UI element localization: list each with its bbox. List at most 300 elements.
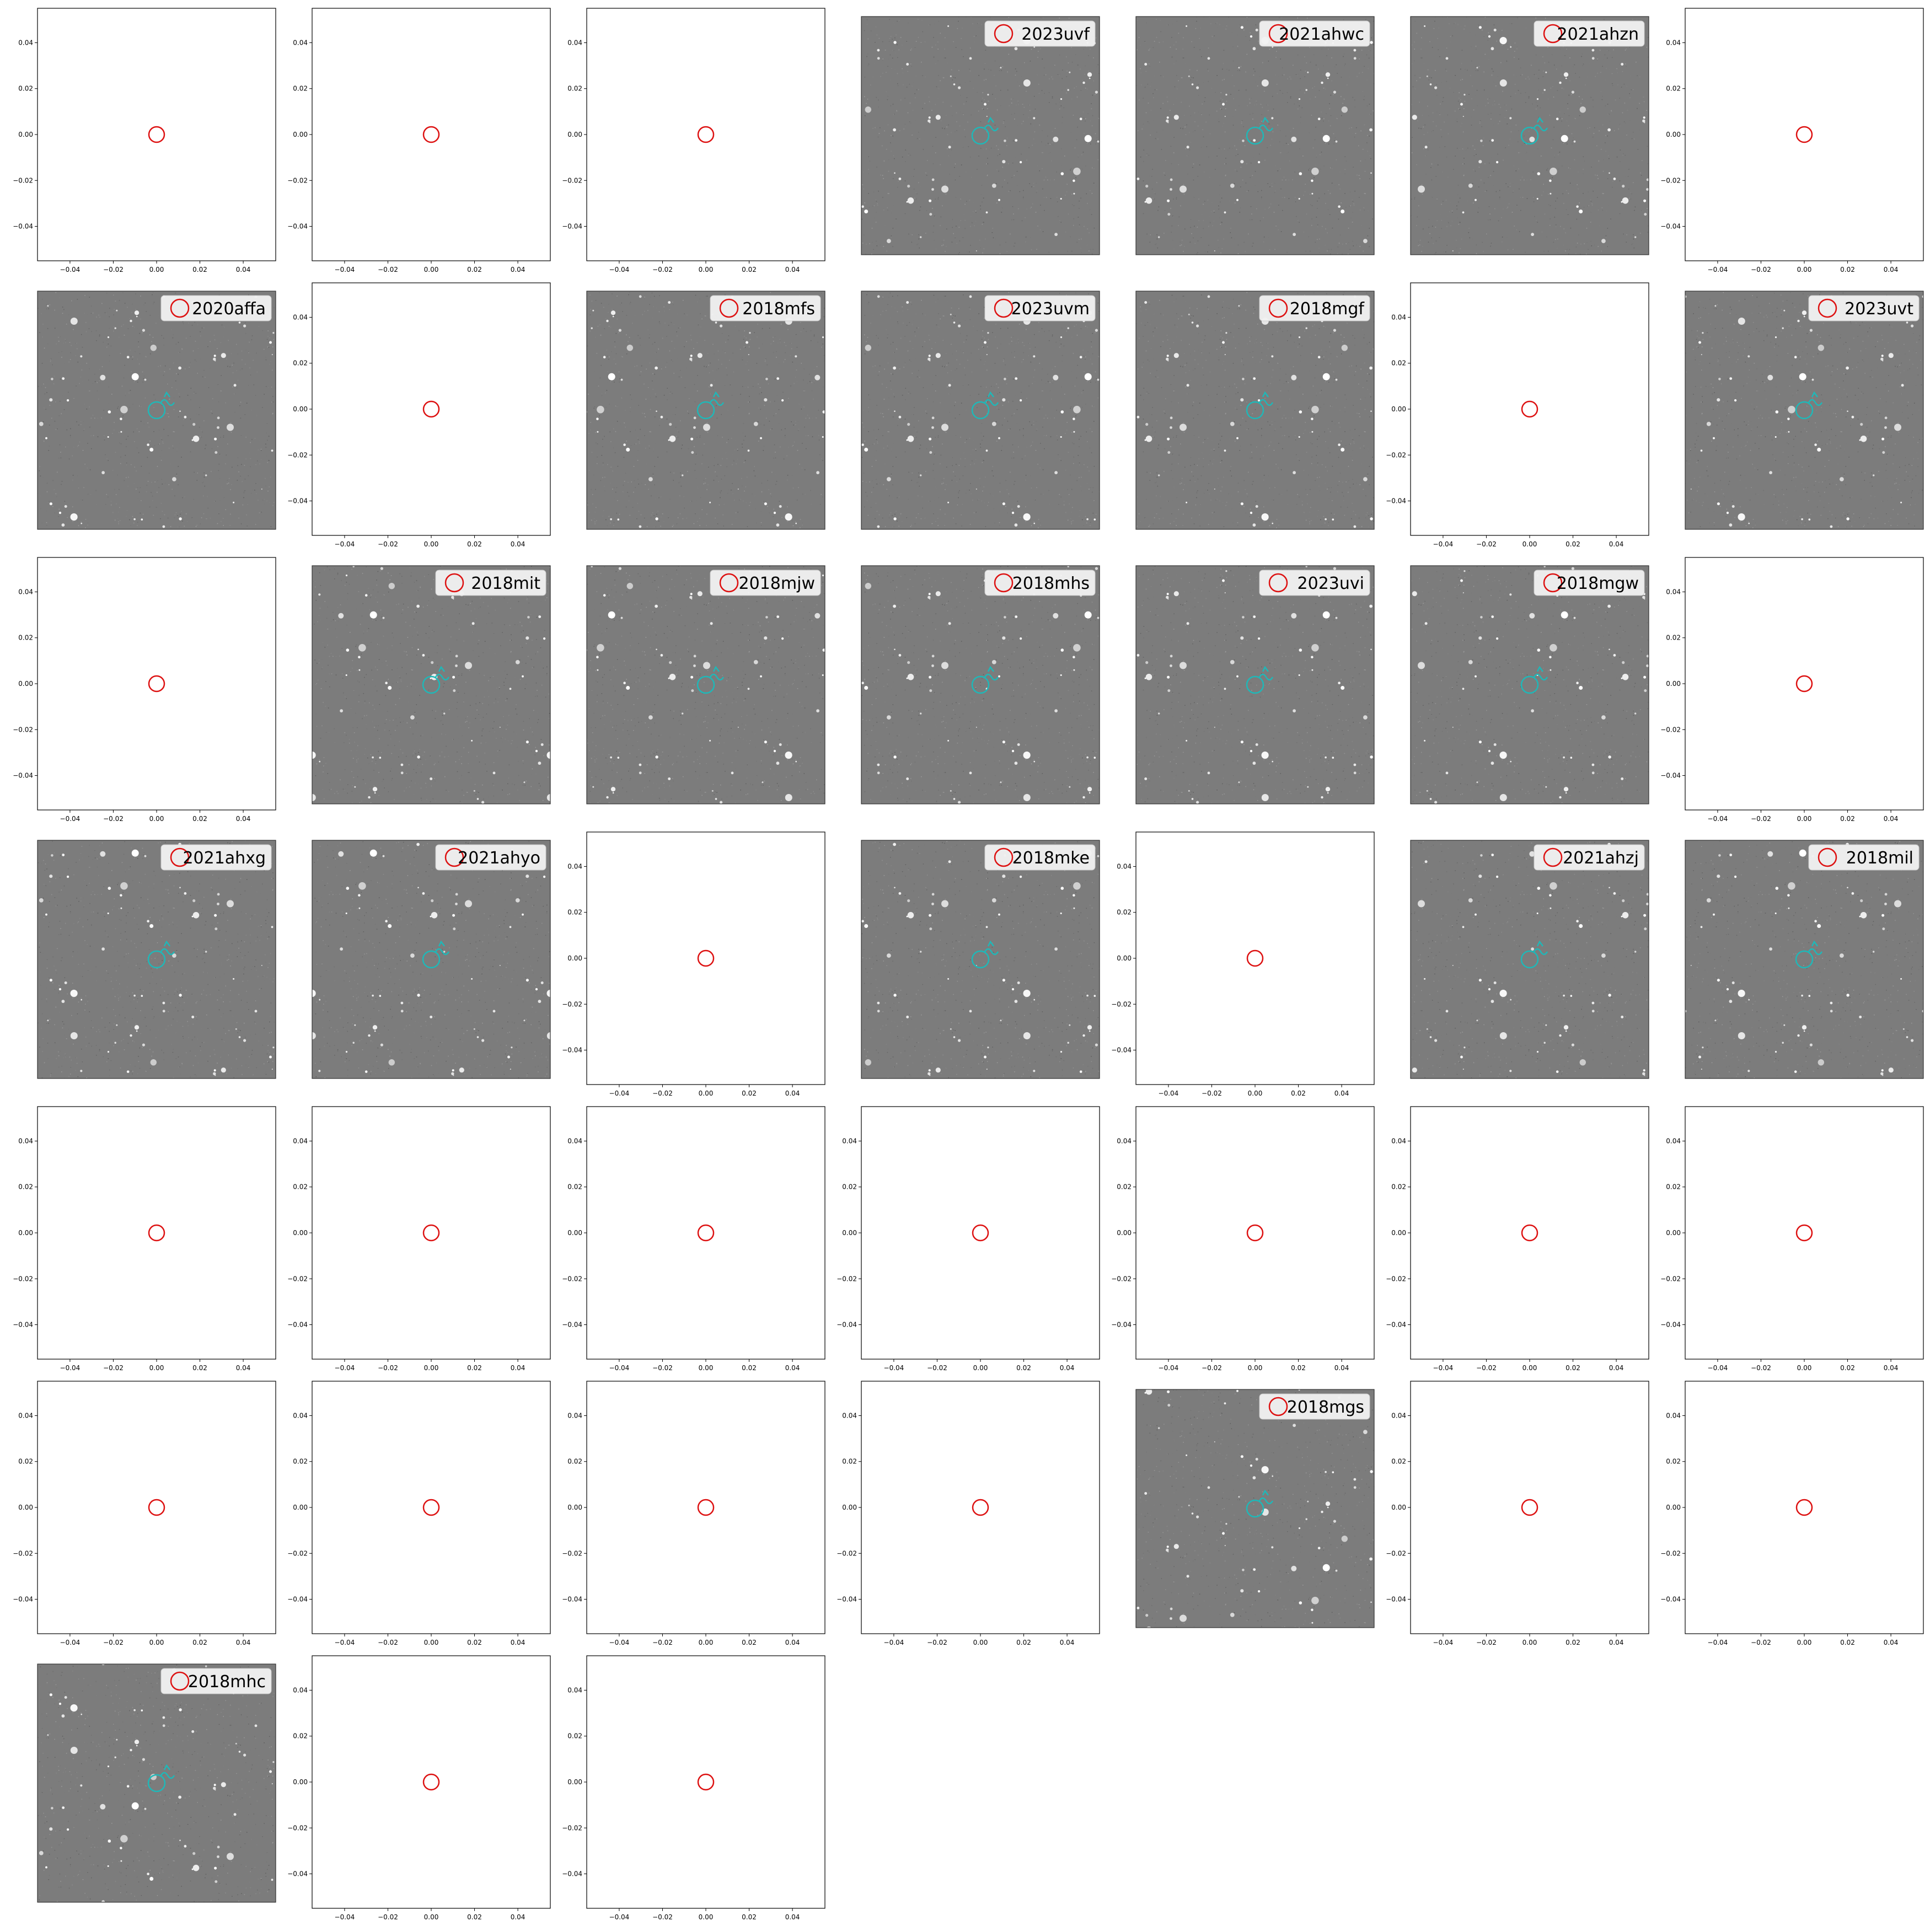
x-tick-label: 0.00 — [698, 1090, 714, 1097]
sky-image — [587, 566, 825, 804]
y-tick-label: 0.02 — [1666, 634, 1681, 642]
x-tick-label: 0.04 — [235, 1364, 251, 1372]
x-tick-label: 0.02 — [1291, 1364, 1306, 1372]
axes-panel-24 — [562, 832, 825, 1097]
legend-label: 2023uvf — [1021, 25, 1090, 44]
x-tick-label: −0.02 — [1751, 815, 1771, 823]
x-tick-label: −0.02 — [652, 1639, 673, 1646]
y-tick-label: −0.02 — [1660, 1275, 1681, 1283]
x-tick-label: −0.02 — [1202, 1364, 1222, 1372]
y-tick-label: 0.00 — [293, 131, 308, 138]
x-tick-label: −0.04 — [609, 1090, 630, 1097]
x-tick-label: 0.04 — [510, 1364, 526, 1372]
image-panel-2018mhs — [861, 566, 1100, 804]
x-tick-label: −0.02 — [378, 540, 398, 548]
y-tick-label: 0.02 — [293, 1732, 308, 1740]
image-panel-2023uvi — [1136, 566, 1374, 804]
y-tick-label: −0.02 — [562, 176, 582, 185]
x-tick-label: −0.02 — [103, 815, 124, 823]
y-tick-label: 0.04 — [1391, 313, 1406, 321]
y-tick-label: 0.04 — [1666, 39, 1681, 47]
y-tick-label: −0.02 — [1386, 451, 1406, 459]
y-tick-label: −0.02 — [837, 1275, 857, 1283]
x-tick-label: 0.04 — [510, 1913, 526, 1921]
axes-frame — [37, 8, 276, 261]
axes-frame — [1136, 1107, 1374, 1359]
y-tick-label: 0.04 — [18, 39, 33, 47]
y-tick-label: 0.00 — [1391, 1504, 1406, 1511]
x-tick-label: −0.02 — [103, 1364, 124, 1372]
y-tick-label: 0.00 — [1117, 1229, 1132, 1237]
x-tick-label: −0.02 — [652, 1090, 673, 1097]
x-tick-label: 0.00 — [1522, 1639, 1537, 1646]
y-tick-label: −0.04 — [562, 1870, 582, 1878]
x-tick-label: −0.04 — [334, 266, 355, 273]
legend-label: 2021ahzn — [1557, 25, 1639, 44]
legend-label: 2021ahzj — [1563, 849, 1639, 868]
y-tick-label: −0.02 — [1660, 1549, 1681, 1558]
x-tick-label: 0.02 — [192, 1364, 207, 1372]
legend-label: 2020affa — [192, 299, 266, 319]
x-tick-label: −0.04 — [60, 815, 81, 823]
x-tick-label: 0.04 — [235, 815, 251, 823]
x-tick-label: −0.02 — [1202, 1090, 1222, 1097]
y-tick-label: 0.00 — [1666, 680, 1681, 688]
axes-panel-41 — [1386, 1381, 1649, 1646]
image-panel-2018mjw — [587, 566, 825, 804]
legend-label: 2018mil — [1846, 849, 1913, 868]
axes-panel-36 — [13, 1381, 276, 1646]
y-tick-label: 0.02 — [842, 1183, 857, 1191]
axes-panel-7 — [1660, 8, 1923, 273]
y-tick-label: 0.02 — [1666, 84, 1681, 93]
x-tick-label: 0.02 — [1840, 266, 1855, 273]
y-tick-label: 0.02 — [1666, 1457, 1681, 1466]
sky-image — [861, 291, 1100, 529]
x-tick-label: 0.00 — [149, 266, 164, 273]
x-tick-label: 0.04 — [1334, 1364, 1349, 1372]
axes-panel-9 — [287, 283, 550, 548]
legend-label: 2021ahxg — [183, 849, 266, 868]
y-tick-label: 0.02 — [567, 84, 582, 93]
y-tick-label: 0.00 — [18, 1229, 33, 1237]
y-tick-label: 0.00 — [842, 1229, 857, 1237]
y-tick-label: 0.00 — [1391, 1229, 1406, 1237]
x-tick-label: 0.00 — [423, 540, 439, 548]
axes-frame — [587, 1107, 825, 1359]
x-tick-label: 0.02 — [467, 266, 482, 273]
legend-label: 2023uvt — [1845, 299, 1913, 319]
y-tick-label: 0.04 — [1117, 1137, 1132, 1145]
x-tick-label: −0.02 — [378, 1913, 398, 1921]
y-tick-label: −0.04 — [562, 1321, 582, 1329]
image-panel-2020affa — [37, 291, 276, 529]
y-tick-label: 0.00 — [293, 1778, 308, 1786]
x-tick-label: 0.02 — [1016, 1364, 1031, 1372]
y-tick-label: 0.04 — [1117, 862, 1132, 871]
x-tick-label: 0.04 — [1609, 1364, 1624, 1372]
x-tick-label: −0.02 — [1751, 266, 1771, 273]
x-tick-label: 0.02 — [742, 266, 757, 273]
sky-image — [1411, 566, 1649, 804]
y-tick-label: 0.04 — [1391, 1412, 1406, 1420]
x-tick-label: −0.02 — [103, 266, 124, 273]
image-panel-2018mgf — [1136, 291, 1374, 529]
axes-panel-35 — [1660, 1107, 1923, 1372]
x-tick-label: 0.00 — [149, 1639, 164, 1646]
x-tick-label: 0.00 — [1797, 1639, 1812, 1646]
legend-label: 2023uvi — [1297, 574, 1364, 593]
y-tick-label: 0.00 — [1391, 405, 1406, 413]
y-tick-label: 0.04 — [567, 1137, 582, 1145]
y-tick-label: 0.00 — [842, 1504, 857, 1511]
y-tick-label: 0.04 — [293, 39, 308, 47]
axes-panel-21 — [1660, 557, 1923, 823]
y-tick-label: −0.04 — [13, 771, 33, 780]
y-tick-label: 0.02 — [1117, 908, 1132, 916]
axes-frame — [312, 283, 550, 535]
image-panel-2021ahzn — [1411, 17, 1649, 255]
y-tick-label: −0.02 — [287, 176, 308, 185]
y-tick-label: −0.04 — [287, 1595, 308, 1603]
y-tick-label: 0.04 — [293, 313, 308, 321]
image-panel-2021ahxg — [37, 840, 276, 1078]
y-tick-label: −0.04 — [837, 1595, 857, 1603]
x-tick-label: 0.04 — [785, 1364, 800, 1372]
x-tick-label: 0.00 — [698, 1364, 714, 1372]
image-panel-2018mit — [312, 566, 550, 804]
axes-panel-42 — [1660, 1381, 1923, 1646]
y-tick-label: −0.04 — [13, 222, 33, 230]
sky-image — [587, 291, 825, 529]
x-tick-label: 0.04 — [785, 1913, 800, 1921]
y-tick-label: 0.04 — [293, 1412, 308, 1420]
axes-frame — [1685, 1107, 1923, 1359]
y-tick-label: 0.02 — [18, 1183, 33, 1191]
x-tick-label: 0.02 — [1566, 540, 1580, 548]
x-tick-label: −0.04 — [1433, 1639, 1454, 1646]
axes-frame — [587, 8, 825, 261]
y-tick-label: −0.02 — [13, 1549, 33, 1558]
x-tick-label: 0.02 — [192, 266, 207, 273]
x-tick-label: −0.02 — [927, 1364, 947, 1372]
x-tick-label: 0.00 — [423, 1639, 439, 1646]
y-tick-label: −0.04 — [287, 222, 308, 230]
x-tick-label: 0.04 — [510, 1639, 526, 1646]
y-tick-label: −0.02 — [837, 1549, 857, 1558]
axes-frame — [587, 1381, 825, 1634]
axes-frame — [1685, 1381, 1923, 1634]
x-tick-label: 0.00 — [1797, 1364, 1812, 1372]
y-tick-label: 0.04 — [567, 862, 582, 871]
y-tick-label: −0.02 — [1386, 1549, 1406, 1558]
y-tick-label: 0.04 — [18, 1137, 33, 1145]
sky-image — [1411, 840, 1649, 1078]
x-tick-label: 0.00 — [423, 266, 439, 273]
x-tick-label: −0.02 — [378, 1639, 398, 1646]
y-tick-label: 0.02 — [293, 1457, 308, 1466]
y-tick-label: 0.00 — [567, 954, 582, 962]
x-tick-label: 0.00 — [149, 1364, 164, 1372]
sky-image — [37, 291, 276, 529]
axes-frame — [587, 1656, 825, 1908]
x-tick-label: −0.04 — [1707, 266, 1728, 273]
y-tick-label: 0.00 — [567, 131, 582, 138]
x-tick-label: 0.04 — [510, 266, 526, 273]
x-tick-label: −0.04 — [1433, 1364, 1454, 1372]
x-tick-label: 0.04 — [1883, 1364, 1899, 1372]
legend-label: 2023uvm — [1011, 299, 1090, 319]
x-tick-label: 0.00 — [973, 1639, 988, 1646]
y-tick-label: −0.04 — [1111, 1046, 1132, 1054]
x-tick-label: 0.02 — [1566, 1639, 1580, 1646]
y-tick-label: −0.02 — [287, 1549, 308, 1558]
y-tick-label: 0.04 — [567, 39, 582, 47]
x-tick-label: 0.00 — [423, 1913, 439, 1921]
y-tick-label: −0.02 — [562, 1549, 582, 1558]
x-tick-label: −0.04 — [1158, 1090, 1179, 1097]
axes-panel-33 — [1111, 1107, 1374, 1372]
axes-panel-39 — [837, 1381, 1100, 1646]
x-tick-label: 0.04 — [1059, 1364, 1075, 1372]
x-tick-label: −0.04 — [609, 1913, 630, 1921]
x-tick-label: 0.04 — [1883, 1639, 1899, 1646]
axes-frame — [37, 557, 276, 810]
x-tick-label: −0.04 — [1707, 1639, 1728, 1646]
axes-panel-30 — [287, 1107, 550, 1372]
x-tick-label: −0.02 — [103, 1639, 124, 1646]
x-tick-label: −0.02 — [1751, 1639, 1771, 1646]
y-tick-label: −0.02 — [13, 1275, 33, 1283]
y-tick-label: 0.00 — [1666, 1504, 1681, 1511]
sky-image — [37, 1664, 276, 1902]
x-tick-label: 0.02 — [742, 1090, 757, 1097]
sky-image — [861, 840, 1100, 1078]
x-tick-label: 0.02 — [1840, 815, 1855, 823]
legend-label: 2018mjw — [738, 574, 815, 593]
y-tick-label: −0.02 — [1660, 176, 1681, 185]
axes-frame — [312, 1381, 550, 1634]
y-tick-label: 0.04 — [18, 1412, 33, 1420]
image-panel-2021ahwc — [1136, 17, 1374, 255]
x-tick-label: −0.04 — [1707, 815, 1728, 823]
x-tick-label: 0.02 — [192, 815, 207, 823]
legend-label: 2018mgw — [1556, 574, 1639, 593]
axes-frame — [312, 1107, 550, 1359]
axes-panel-15 — [13, 557, 276, 823]
x-tick-label: −0.02 — [1476, 540, 1497, 548]
y-tick-label: −0.04 — [837, 1321, 857, 1329]
y-tick-label: −0.02 — [1386, 1275, 1406, 1283]
x-tick-label: 0.04 — [785, 1639, 800, 1646]
x-tick-label: −0.02 — [927, 1639, 947, 1646]
axes-frame — [312, 8, 550, 261]
x-tick-label: 0.04 — [510, 540, 526, 548]
y-tick-label: 0.02 — [293, 359, 308, 367]
y-tick-label: 0.04 — [1391, 1137, 1406, 1145]
image-panel-2021ahzj — [1411, 840, 1649, 1078]
x-tick-label: 0.00 — [1247, 1090, 1263, 1097]
y-tick-label: 0.00 — [18, 131, 33, 138]
axes-frame — [1411, 1107, 1649, 1359]
sky-image — [1685, 291, 1923, 529]
x-tick-label: −0.04 — [60, 1639, 81, 1646]
y-tick-label: 0.02 — [842, 1457, 857, 1466]
axes-frame — [37, 1381, 276, 1634]
x-tick-label: −0.04 — [883, 1639, 904, 1646]
y-tick-label: −0.02 — [287, 1275, 308, 1283]
y-tick-label: −0.02 — [1111, 1275, 1132, 1283]
x-tick-label: 0.04 — [1883, 266, 1899, 273]
y-tick-label: 0.02 — [567, 908, 582, 916]
axes-panel-29 — [13, 1107, 276, 1372]
x-tick-label: 0.02 — [467, 540, 482, 548]
y-tick-label: −0.04 — [1660, 1595, 1681, 1603]
axes-frame — [1136, 832, 1374, 1085]
x-tick-label: −0.02 — [378, 266, 398, 273]
y-tick-label: −0.04 — [562, 1046, 582, 1054]
y-tick-label: −0.02 — [562, 1000, 582, 1008]
y-tick-label: −0.02 — [287, 451, 308, 459]
axes-frame — [1685, 8, 1923, 261]
x-tick-label: 0.00 — [1522, 1364, 1537, 1372]
image-panel-2018mfs — [587, 291, 825, 529]
y-tick-label: 0.04 — [567, 1412, 582, 1420]
y-tick-label: 0.00 — [1666, 1229, 1681, 1237]
legend-label: 2018mfs — [742, 299, 815, 319]
x-tick-label: −0.04 — [1158, 1364, 1179, 1372]
sky-image — [1136, 17, 1374, 255]
y-tick-label: −0.04 — [287, 1321, 308, 1329]
y-tick-label: 0.02 — [1391, 359, 1406, 367]
x-tick-label: −0.04 — [334, 1639, 355, 1646]
x-tick-label: 0.04 — [1609, 1639, 1624, 1646]
axes-frame — [861, 1107, 1100, 1359]
y-tick-label: 0.02 — [567, 1183, 582, 1191]
x-tick-label: −0.02 — [1751, 1364, 1771, 1372]
axes-frame — [1411, 283, 1649, 535]
x-tick-label: −0.04 — [609, 1364, 630, 1372]
axes-panel-45 — [562, 1656, 825, 1921]
y-tick-label: 0.02 — [1117, 1183, 1132, 1191]
sky-image — [861, 566, 1100, 804]
legend-label: 2021ahwc — [1279, 25, 1364, 44]
x-tick-label: 0.02 — [467, 1639, 482, 1646]
x-tick-label: 0.02 — [1016, 1639, 1031, 1646]
x-tick-label: 0.04 — [1883, 815, 1899, 823]
axes-panel-34 — [1386, 1107, 1649, 1372]
y-tick-label: 0.00 — [293, 405, 308, 413]
x-tick-label: 0.00 — [698, 1639, 714, 1646]
x-tick-label: 0.02 — [1291, 1090, 1306, 1097]
x-tick-label: −0.02 — [652, 1364, 673, 1372]
axes-panel-32 — [837, 1107, 1100, 1372]
legend-label: 2018mhs — [1012, 574, 1090, 593]
y-tick-label: −0.04 — [287, 1870, 308, 1878]
y-tick-label: −0.02 — [1111, 1000, 1132, 1008]
y-tick-label: −0.02 — [13, 726, 33, 734]
image-panel-2023uvm — [861, 291, 1100, 529]
y-tick-label: −0.04 — [562, 222, 582, 230]
y-tick-label: −0.04 — [1660, 1321, 1681, 1329]
sky-image — [312, 566, 550, 804]
axes-frame — [1685, 557, 1923, 810]
x-tick-label: −0.04 — [1433, 540, 1454, 548]
x-tick-label: −0.02 — [1476, 1639, 1497, 1646]
x-tick-label: 0.00 — [1797, 815, 1812, 823]
image-panel-2023uvf — [861, 17, 1100, 255]
y-tick-label: −0.04 — [562, 1595, 582, 1603]
y-tick-label: 0.02 — [18, 84, 33, 93]
axes-frame — [1411, 1381, 1649, 1634]
x-tick-label: 0.02 — [192, 1639, 207, 1646]
x-tick-label: −0.02 — [652, 266, 673, 273]
x-tick-label: 0.04 — [785, 1090, 800, 1097]
legend-label: 2018mgf — [1289, 299, 1364, 319]
axes-frame — [37, 1107, 276, 1359]
x-tick-label: −0.02 — [378, 1364, 398, 1372]
y-tick-label: 0.00 — [567, 1504, 582, 1511]
legend-label: 2018mgs — [1286, 1398, 1364, 1417]
x-tick-label: 0.02 — [467, 1364, 482, 1372]
y-tick-label: 0.02 — [1391, 1457, 1406, 1466]
x-tick-label: 0.00 — [1522, 540, 1537, 548]
image-panel-2018mgs — [1136, 1389, 1374, 1628]
y-tick-label: 0.02 — [567, 1457, 582, 1466]
sky-image — [861, 17, 1100, 255]
x-tick-label: 0.04 — [1059, 1639, 1075, 1646]
x-tick-label: 0.00 — [1797, 266, 1812, 273]
y-tick-label: 0.00 — [293, 1229, 308, 1237]
x-tick-label: −0.02 — [1476, 1364, 1497, 1372]
y-tick-label: 0.02 — [293, 84, 308, 93]
y-tick-label: 0.00 — [1666, 131, 1681, 138]
axes-panel-31 — [562, 1107, 825, 1372]
y-tick-label: −0.02 — [1660, 726, 1681, 734]
y-tick-label: 0.04 — [293, 1686, 308, 1694]
y-tick-label: 0.00 — [18, 1504, 33, 1511]
image-panel-2018mgw — [1411, 566, 1649, 804]
sky-image — [37, 840, 276, 1078]
image-panel-2018mil — [1685, 840, 1923, 1078]
y-tick-label: 0.00 — [1117, 954, 1132, 962]
x-tick-label: −0.04 — [334, 1364, 355, 1372]
y-tick-label: −0.04 — [1386, 1321, 1406, 1329]
y-tick-label: 0.04 — [1666, 1137, 1681, 1145]
x-tick-label: 0.02 — [1840, 1364, 1855, 1372]
axes-panel-1 — [13, 8, 276, 273]
sky-image — [1136, 566, 1374, 804]
y-tick-label: 0.04 — [18, 588, 33, 596]
y-tick-label: −0.04 — [1386, 1595, 1406, 1603]
y-tick-label: −0.02 — [562, 1824, 582, 1832]
y-tick-label: −0.04 — [1111, 1321, 1132, 1329]
sky-image — [1136, 291, 1374, 529]
legend-label: 2018mke — [1012, 849, 1090, 868]
x-tick-label: 0.00 — [973, 1364, 988, 1372]
x-tick-label: 0.00 — [149, 815, 164, 823]
legend-label: 2021ahyo — [458, 849, 540, 868]
x-tick-label: 0.00 — [698, 1913, 714, 1921]
y-tick-label: 0.02 — [18, 1457, 33, 1466]
x-tick-label: −0.04 — [609, 266, 630, 273]
x-tick-label: −0.04 — [609, 1639, 630, 1646]
image-panel-2021ahyo — [312, 840, 550, 1078]
y-tick-label: 0.04 — [842, 1412, 857, 1420]
sky-image — [1136, 1389, 1374, 1628]
x-tick-label: −0.04 — [60, 1364, 81, 1372]
y-tick-label: 0.04 — [1666, 1412, 1681, 1420]
